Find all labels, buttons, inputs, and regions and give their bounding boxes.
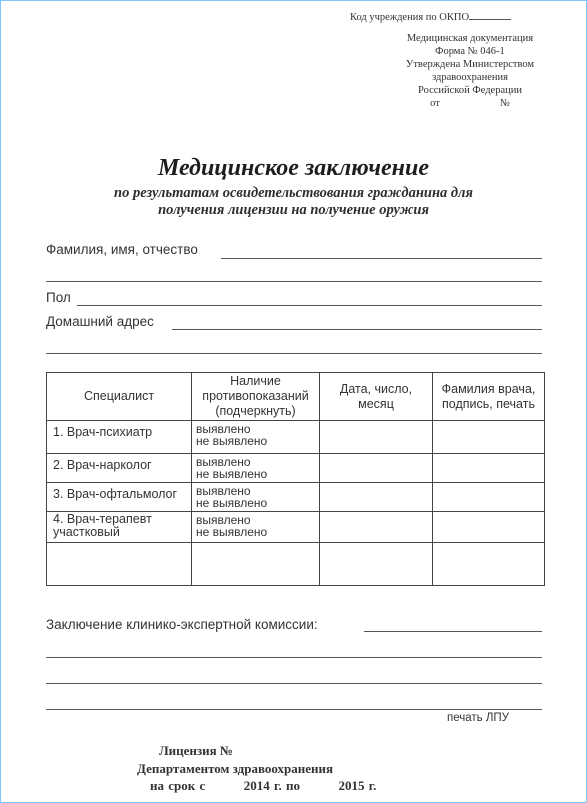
table-header-row xyxy=(47,373,545,421)
subtitle-line: получения лицензии на получение оружия xyxy=(158,202,429,218)
date-cell[interactable] xyxy=(320,512,433,543)
table-row xyxy=(47,483,545,512)
form-line: Форма № 046-1 xyxy=(435,46,505,57)
ot-label: от xyxy=(430,98,440,109)
result-cell[interactable] xyxy=(192,483,320,512)
empty-cell[interactable] xyxy=(433,543,545,586)
form-line: Медицинская документация xyxy=(406,33,534,44)
empty-cell[interactable] xyxy=(192,543,320,586)
commission-input-line-3[interactable] xyxy=(46,683,542,684)
header-date: Дата, число, месяц xyxy=(320,373,433,421)
term-line xyxy=(150,778,376,794)
header-specialist: Специалист xyxy=(47,373,192,421)
specialist-name: 3. Врач-офтальмолог xyxy=(47,483,192,512)
doctor-cell[interactable] xyxy=(433,421,545,454)
result-not-found: не выявлено xyxy=(196,496,268,510)
date-cell[interactable] xyxy=(320,421,433,454)
form-line: здравоохранения xyxy=(432,72,508,83)
address-input-line-2[interactable] xyxy=(46,353,542,354)
commission-label: Заключение клинико-экспертной комиссии: xyxy=(46,617,318,632)
date-cell[interactable] xyxy=(320,454,433,483)
specialist-name: 4. Врач-терапевт участковый xyxy=(47,512,192,543)
fio-input-line[interactable] xyxy=(221,258,542,259)
result-not-found: не выявлено xyxy=(196,434,268,448)
year-from: 2014 г. по xyxy=(243,778,300,793)
result-cell[interactable] xyxy=(192,454,320,483)
table-row xyxy=(47,421,545,454)
document-subtitle xyxy=(0,185,587,219)
header-contraindications: Наличие противопоказаний (подчеркнуть) xyxy=(192,373,320,421)
result-found: выявлено xyxy=(196,422,251,436)
table-row xyxy=(47,454,545,483)
specialist-name: 2. Врач-нарколог xyxy=(47,454,192,483)
term-prefix: на срок с xyxy=(150,778,206,793)
address-label: Домашний адрес xyxy=(46,314,154,329)
empty-cell[interactable] xyxy=(320,543,433,586)
table-row xyxy=(47,512,545,543)
result-not-found: не выявлено xyxy=(196,467,268,481)
form-date-row xyxy=(370,97,570,110)
subtitle-line: по результатам освидетельствования гражданина для xyxy=(114,185,473,201)
fio-input-line-2[interactable] xyxy=(46,281,542,282)
doctor-cell[interactable] xyxy=(433,454,545,483)
okpo-label: Код учреждения по ОКПО xyxy=(350,12,470,23)
specialist-name: 1. Врач-психиатр xyxy=(47,421,192,454)
doctor-cell[interactable] xyxy=(433,512,545,543)
okpo-code xyxy=(350,10,511,23)
result-cell[interactable] xyxy=(192,421,320,454)
stamp-label: печать ЛПУ xyxy=(447,712,509,724)
result-not-found: не выявлено xyxy=(196,525,268,539)
date-cell[interactable] xyxy=(320,483,433,512)
result-found: выявлено xyxy=(196,455,251,469)
commission-input-line-4[interactable] xyxy=(46,709,542,710)
okpo-line xyxy=(469,10,511,20)
header-doctor: Фамилия врача, подпись, печать xyxy=(433,373,545,421)
empty-cell[interactable] xyxy=(47,543,192,586)
specialists-table xyxy=(46,372,545,586)
commission-input-line-2[interactable] xyxy=(46,657,542,658)
result-found: выявлено xyxy=(196,484,251,498)
form-line: Российской Федерации xyxy=(418,85,522,96)
form-info xyxy=(370,32,570,110)
result-found: выявлено xyxy=(196,513,251,527)
address-input-line[interactable] xyxy=(172,329,542,330)
year-to: 2015 г. xyxy=(338,778,377,793)
no-label: № xyxy=(499,98,510,109)
document-title: Медицинское заключение xyxy=(158,155,429,181)
department-label: Департаментом здравоохранения xyxy=(137,761,334,776)
doctor-cell[interactable] xyxy=(433,483,545,512)
form-line: Утверждена Министерством xyxy=(405,59,535,70)
license-label: Лицензия № xyxy=(159,743,233,758)
pol-input-line[interactable] xyxy=(77,305,542,306)
result-cell[interactable] xyxy=(192,512,320,543)
commission-input-line[interactable] xyxy=(364,631,542,632)
fio-label: Фамилия, имя, отчество xyxy=(46,242,198,257)
pol-label: Пол xyxy=(46,290,71,305)
table-row-empty xyxy=(47,543,545,586)
